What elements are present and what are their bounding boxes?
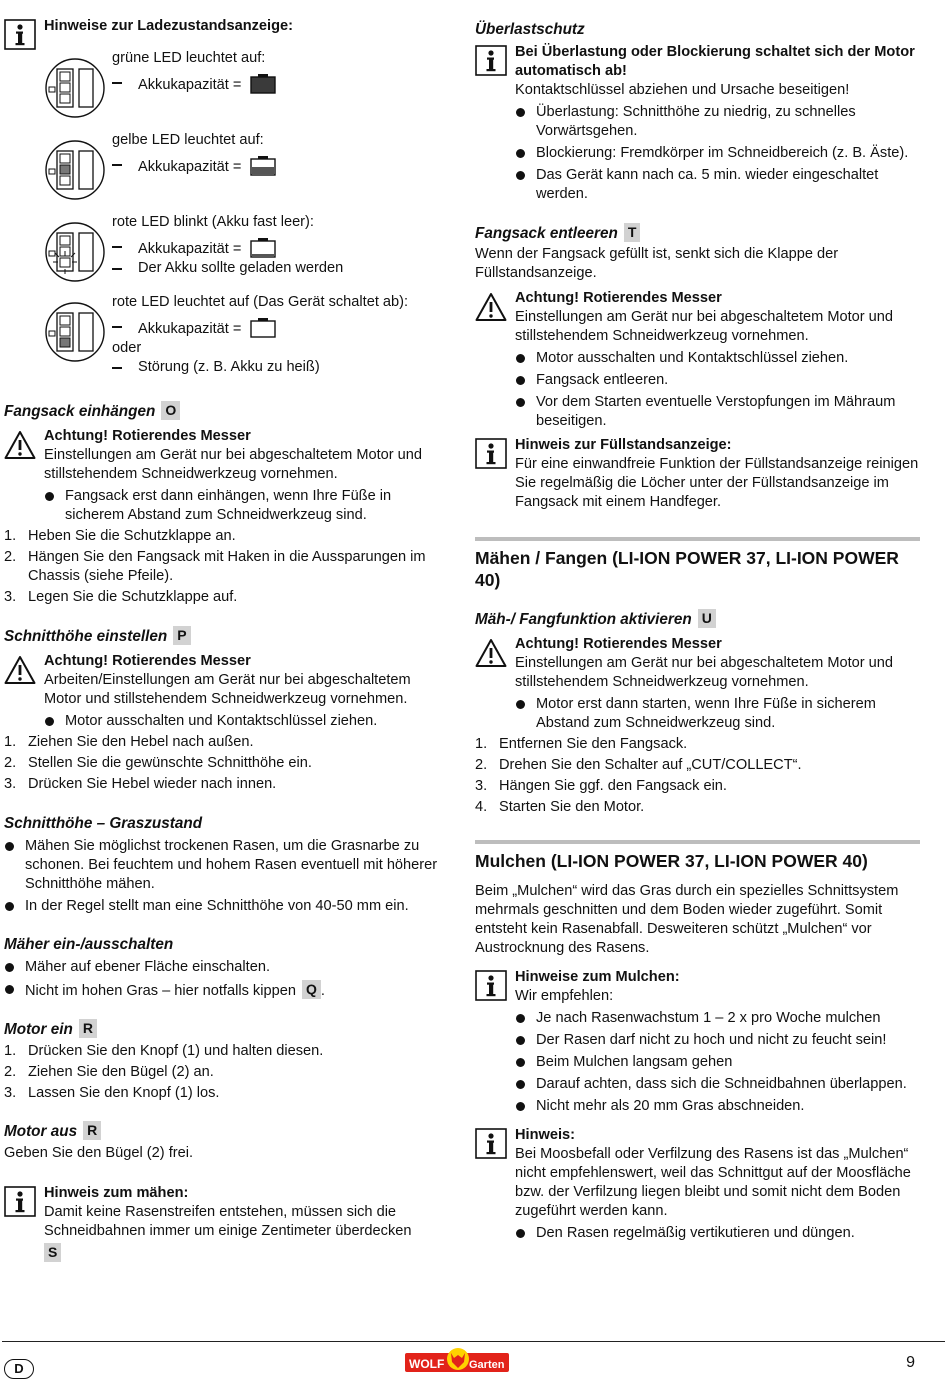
bullet-list <box>4 958 444 1001</box>
capacity-label: Akkukapazität = <box>138 321 242 337</box>
info-icon <box>4 1186 36 1217</box>
led-state-note: Der Akku sollte geladen werden <box>112 259 343 278</box>
list-item: 3. Legen Sie die Schutzklappe auf. <box>4 589 238 605</box>
steps-list <box>4 733 444 794</box>
list-item: In der Regel stellt man eine Schnitthöhe von 40-50 mm ein. <box>4 897 444 916</box>
led-state-red-blinking <box>44 213 444 283</box>
led-state-label: gelbe LED leuchtet auf: <box>112 132 264 148</box>
battery-full-icon <box>250 73 276 94</box>
list-item: Mähen Sie möglichst trockenen Rasen, um die Grasnarbe zu schonen. Bei feuchtem und hohem Rasen eventuell mit höherer Schnitthöhe mähen. <box>4 837 444 894</box>
warning-box <box>475 289 920 431</box>
info-box-fuellstand <box>475 436 920 512</box>
info-text: Bei Moosbefall oder Verfilzung des Rasens ist das „Mulchen“ nicht empfehlenswert, weil das Schnittgut auf der Moosfläche bzw. der Verfilzung liegen bleibt und somit nicht dem Boden zugeführt werden kann. <box>515 1146 911 1219</box>
figure-tag: O <box>161 401 180 420</box>
info-title: Hinweis zur Füllstandsanzeige: <box>515 437 732 453</box>
led-state-label: rote LED blinkt (Akku fast leer): <box>112 214 314 230</box>
right-column <box>475 17 920 1243</box>
warning-title: Achtung! Rotierendes Messer <box>44 653 251 669</box>
country-badge: D <box>4 1359 34 1379</box>
capacity-label: Akkukapazität = <box>138 77 242 93</box>
warning-text: Einstellungen am Gerät nur bei abgeschaltetem Motor und stillstehendem Schneidwerkzeug vornehmen. <box>515 655 894 690</box>
bullet-list <box>515 103 920 204</box>
section-heading-fangsack-einhaengen: Fangsack einhängen O <box>4 401 444 423</box>
info-box-ueberlast <box>475 43 920 204</box>
subsection-heading-maeh-fangfunktion: Mäh-/ Fangfunktion aktivieren U <box>475 609 920 631</box>
capacity-label: Akkukapazität = <box>138 241 242 257</box>
list-item: 2. Drehen Sie den Schalter auf „CUT/COLLECT“. <box>475 757 802 773</box>
led-state-label: grüne LED leuchtet auf: <box>112 50 266 66</box>
section-heading-schnitthoehe-einstellen: Schnitthöhe einstellen P <box>4 626 444 648</box>
battery-low-icon <box>250 237 276 258</box>
list-item: 3. Hängen Sie ggf. den Fangsack ein. <box>475 778 727 794</box>
list-item: Vor dem Starten eventuelle Verstopfungen im Mähraum beseitigen. <box>515 393 920 431</box>
warning-triangle-icon <box>475 637 507 669</box>
led-state-red-on <box>44 293 444 377</box>
led-panel-icon <box>44 57 106 119</box>
led-state-green <box>44 49 444 119</box>
page-number: 9 <box>906 1354 915 1371</box>
info-box-maehen <box>4 1184 444 1264</box>
paragraph: Beim „Mulchen“ wird das Gras durch ein spezielles Schnittsystem mehrmals geschnitten und dem Boden wieder zugeführt. Somit entsteht kein Rasenabfall. Desweiteren schützt „Mulchen“ vor Austrocknung des Rasens. <box>475 883 899 956</box>
list-item: 1. Drücken Sie den Knopf (1) und halten diesen. <box>4 1043 324 1059</box>
warning-box <box>475 635 920 733</box>
list-item: Darauf achten, dass sich die Schneidbahnen überlappen. <box>515 1075 920 1094</box>
led-panel-icon <box>44 221 106 283</box>
list-item: 3. Drücken Sie Hebel wieder nach innen. <box>4 776 277 792</box>
warning-triangle-icon <box>4 429 36 461</box>
steps-list <box>4 1042 444 1103</box>
logo-text-left: WOLF <box>409 1357 445 1371</box>
list-item: Blockierung: Fremdkörper im Schneidbereich (z. B. Äste). <box>515 144 920 163</box>
figure-tag: U <box>698 609 716 628</box>
led-panel-icon <box>44 301 106 363</box>
left-column <box>4 17 444 1264</box>
capacity-label: Akkukapazität = <box>138 159 242 175</box>
info-title: Bei Überlastung oder Blockierung schaltet sich der Motor automatisch ab! <box>515 44 915 79</box>
list-item: 4. Starten Sie den Motor. <box>475 799 645 815</box>
info-box-mulchen <box>475 968 920 1116</box>
list-item: Überlastung: Schnitthöhe zu niedrig, zu schnelles Vorwärtsgehen. <box>515 103 920 141</box>
section-heading-graszustand: Schnitthöhe – Graszustand <box>4 815 203 832</box>
info-title: Hinweise zum Mulchen: <box>515 969 680 985</box>
info-icon <box>475 45 507 76</box>
info-icon <box>475 438 507 469</box>
info-icon <box>4 19 36 50</box>
led-fault-note: Störung (z. B. Akku zu heiß) <box>112 358 408 377</box>
figure-tag: P <box>173 626 190 645</box>
info-text: Für eine einwandfreie Funktion der Füllstandsanzeige reinigen Sie regelmäßig die Löcher unter der Füllstandsanzeige im Fangsack mit einem Handfeger. <box>515 456 919 510</box>
warning-title: Achtung! Rotierendes Messer <box>44 428 251 444</box>
paragraph: Wenn der Fangsack gefüllt ist, senkt sich die Klappe der Füllstandsanzeige. <box>475 246 839 281</box>
figure-tag: R <box>83 1121 101 1140</box>
list-item: Fangsack erst dann einhängen, wenn Ihre Füße in sicherem Abstand zum Schneidwerkzeug sind. <box>44 487 444 525</box>
section-heading-motor-ein: Motor ein R <box>4 1019 444 1041</box>
list-item: Motor ausschalten und Kontaktschlüssel ziehen. <box>44 712 444 731</box>
info-text: Kontaktschlüssel abziehen und Ursache beseitigen! <box>515 82 850 98</box>
warning-text: Einstellungen am Gerät nur bei abgeschaltetem Motor und stillstehendem Schneidwerkzeug vornehmen. <box>44 447 423 482</box>
info-box-moos <box>475 1126 920 1243</box>
info-icon <box>475 970 507 1001</box>
steps-list <box>4 527 444 607</box>
list-item: Nicht mehr als 20 mm Gras abschneiden. <box>515 1097 920 1116</box>
figure-tag: Q <box>302 980 321 999</box>
list-item: Den Rasen regelmäßig vertikutieren und düngen. <box>515 1224 920 1243</box>
led-state-label: rote LED leuchtet auf (Das Gerät schaltet ab): <box>112 294 409 310</box>
list-item: 1. Entfernen Sie den Fangsack. <box>475 736 688 752</box>
battery-empty-icon <box>250 317 276 338</box>
info-text: Wir empfehlen: <box>515 988 614 1004</box>
list-item: Motor ausschalten und Kontaktschlüssel ziehen. <box>515 349 920 368</box>
bullet-list <box>515 349 920 431</box>
list-item: 1. Ziehen Sie den Hebel nach außen. <box>4 734 254 750</box>
battery-half-icon <box>250 155 276 176</box>
warning-text: Einstellungen am Gerät nur bei abgeschaltetem Motor und stillstehendem Schneidwerkzeug vornehmen. <box>515 309 894 344</box>
section-heading-fangsack-entleeren: Fangsack entleeren T <box>475 223 920 245</box>
steps-list <box>475 735 920 817</box>
warning-text: Arbeiten/Einstellungen am Gerät nur bei abgeschaltetem Motor und stillstehendem Schneidwerkzeug vornehmen. <box>44 672 411 707</box>
figure-tag: R <box>79 1019 97 1038</box>
or-text: oder <box>112 340 142 356</box>
section-heading-mulchen: Mulchen (LI-ION POWER 37, LI-ION POWER 40) <box>475 840 920 872</box>
list-item: Fangsack entleeren. <box>515 371 920 390</box>
led-panel-icon <box>44 139 106 201</box>
section-heading-motor-aus: Motor aus R <box>4 1121 444 1143</box>
section-heading-maehen-fangen: Mähen / Fangen (LI-ION POWER 37, LI-ION POWER 40) <box>475 537 920 591</box>
list-item: Nicht im hohen Gras – hier notfalls kippen Q . <box>4 980 444 1001</box>
section-heading-ueberlastschutz: Überlastschutz <box>475 21 585 38</box>
list-item: 2. Stellen Sie die gewünschte Schnitthöhe ein. <box>4 755 312 771</box>
led-info-title: Hinweise zur Ladezustandsanzeige: <box>44 18 293 34</box>
bullet-list <box>4 837 444 916</box>
figure-tag: S <box>44 1243 61 1262</box>
list-item: Beim Mulchen langsam gehen <box>515 1053 920 1072</box>
warning-title: Achtung! Rotierendes Messer <box>515 290 722 306</box>
warning-box <box>4 427 444 525</box>
list-item: Mäher auf ebener Fläche einschalten. <box>4 958 444 977</box>
bullet-list <box>515 1009 920 1116</box>
list-item: 1. Heben Sie die Schutzklappe an. <box>4 528 236 544</box>
list-item: 2. Ziehen Sie den Bügel (2) an. <box>4 1064 214 1080</box>
info-title: Hinweis zum mähen: <box>44 1185 189 1201</box>
section-heading-maeher-ein-aus: Mäher ein-/ausschalten <box>4 936 174 953</box>
list-item: 3. Lassen Sie den Knopf (1) los. <box>4 1085 220 1101</box>
paragraph: Geben Sie den Bügel (2) frei. <box>4 1145 194 1161</box>
warning-triangle-icon <box>475 291 507 323</box>
list-item: Motor erst dann starten, wenn Ihre Füße in sicherem Abstand zum Schneidwerkzeug sind. <box>515 695 920 733</box>
info-text: Damit keine Rasenstreifen entstehen, müssen sich die Schneidbahnen immer um einige Zentimeter überdecken <box>44 1204 412 1239</box>
info-icon <box>475 1128 507 1159</box>
list-item: 2. Hängen Sie den Fangsack mit Haken in die Aussparungen im Chassis (siehe Pfeile). <box>4 549 426 584</box>
led-state-yellow <box>44 131 444 201</box>
list-item: Das Gerät kann nach ca. 5 min. wieder eingeschaltet werden. <box>515 166 920 204</box>
list-item: Der Rasen darf nicht zu hoch und nicht zu feucht sein! <box>515 1031 920 1050</box>
warning-triangle-icon <box>4 654 36 686</box>
led-info-box <box>4 17 444 50</box>
warning-title: Achtung! Rotierendes Messer <box>515 636 722 652</box>
warning-box <box>4 652 444 731</box>
figure-tag: T <box>624 223 641 242</box>
logo-text-right: Garten <box>469 1359 505 1371</box>
info-title: Hinweis: <box>515 1127 576 1143</box>
page-footer <box>0 1341 945 1397</box>
list-item: Je nach Rasenwachstum 1 – 2 x pro Woche mulchen <box>515 1009 920 1028</box>
wolf-garten-logo <box>405 1347 511 1375</box>
footer-divider <box>2 1341 945 1342</box>
